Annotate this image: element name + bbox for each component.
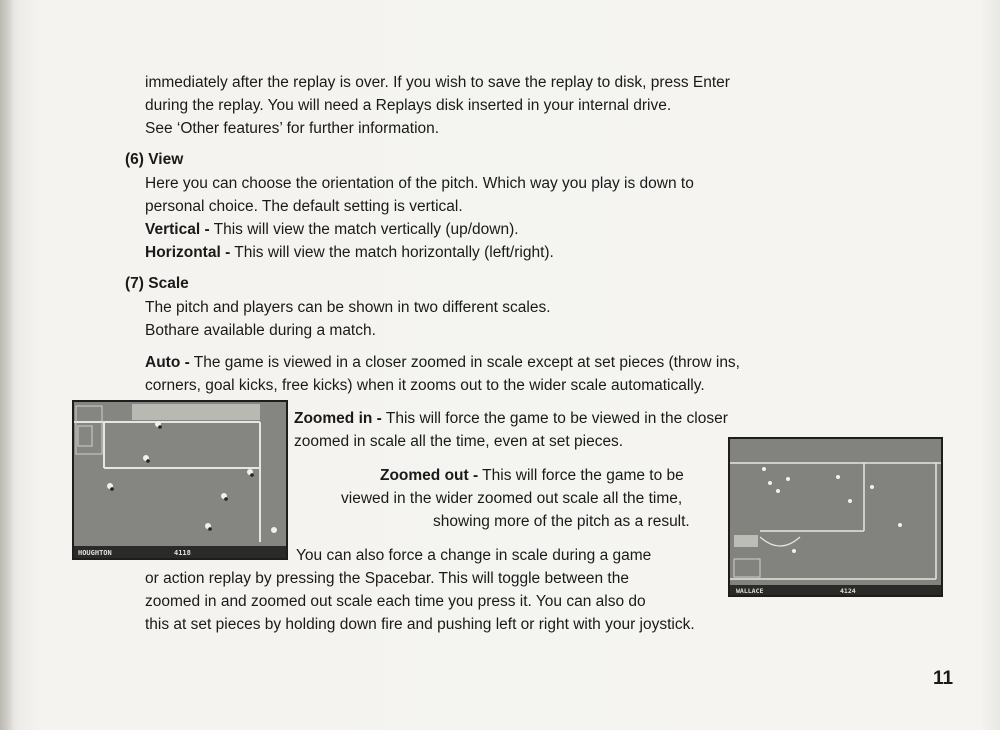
text-line: Bothare available during a match. xyxy=(145,322,376,339)
option-label: Vertical - xyxy=(145,221,210,238)
option-label: Horizontal - xyxy=(145,244,231,261)
text-line: zoomed in and zoomed out scale each time you press it. You can also do xyxy=(145,593,646,610)
score-panel-team: WALLACE xyxy=(736,587,764,595)
text-line: See ‘Other features’ for further information. xyxy=(145,120,440,137)
text-line: corners, goal kicks, free kicks) when it zooms out to the wider scale automatically. xyxy=(145,377,705,394)
text-line: viewed in the wider zoomed out scale all the time, xyxy=(341,490,683,507)
option-vertical xyxy=(145,219,519,242)
option-zoomed-out xyxy=(380,465,684,488)
option-text: The game is viewed in a closer zoomed in scale except at set pieces (throw ins, xyxy=(189,354,740,371)
option-text: This will force the game to be viewed in the closer xyxy=(381,410,728,427)
screenshot-zoomed-in xyxy=(72,400,288,560)
text-line: or action replay by pressing the Spacebar. This will toggle between the xyxy=(145,570,629,587)
option-label: Auto - xyxy=(145,354,190,371)
section-heading-scale: (7) Scale xyxy=(125,275,189,292)
option-horizontal xyxy=(145,242,554,265)
text-line: zoomed in scale all the time, even at set pieces. xyxy=(294,433,624,450)
option-auto xyxy=(145,352,740,375)
text-line: personal choice. The default setting is vertical. xyxy=(145,198,463,215)
zoomed-out-pitch-illustration xyxy=(730,439,941,595)
text-line: You can also force a change in scale during a game xyxy=(296,547,652,564)
option-text: This will force the game to be xyxy=(478,467,684,484)
zoomed-in-pitch-illustration xyxy=(74,402,286,558)
score-panel-time: 4118 xyxy=(174,549,191,557)
screenshot-zoomed-out xyxy=(728,437,943,597)
option-label: Zoomed in - xyxy=(294,410,382,427)
score-panel-team: HOUGHTON xyxy=(78,549,112,557)
text-line: immediately after the replay is over. If you wish to save the replay to disk, press Enter xyxy=(145,74,730,91)
option-zoomed-in xyxy=(294,408,728,431)
page-number: 11 xyxy=(933,668,954,689)
text-line: The pitch and players can be shown in two different scales. xyxy=(145,299,551,316)
text-line: during the replay. You will need a Replays disk inserted in your internal drive. xyxy=(145,97,672,114)
section-heading-view: (6) View xyxy=(125,151,184,168)
text-line: Here you can choose the orientation of the pitch. Which way you play is down to xyxy=(145,175,694,192)
text-line: this at set pieces by holding down fire and pushing left or right with your joystick. xyxy=(145,616,695,633)
option-label: Zoomed out - xyxy=(380,467,479,484)
option-text: This will view the match vertically (up/down). xyxy=(209,221,519,238)
option-text: This will view the match horizontally (left/right). xyxy=(230,244,554,261)
page-spine-shadow xyxy=(0,0,14,730)
text-line: showing more of the pitch as a result. xyxy=(433,513,690,530)
score-panel-time: 4124 xyxy=(840,587,856,595)
